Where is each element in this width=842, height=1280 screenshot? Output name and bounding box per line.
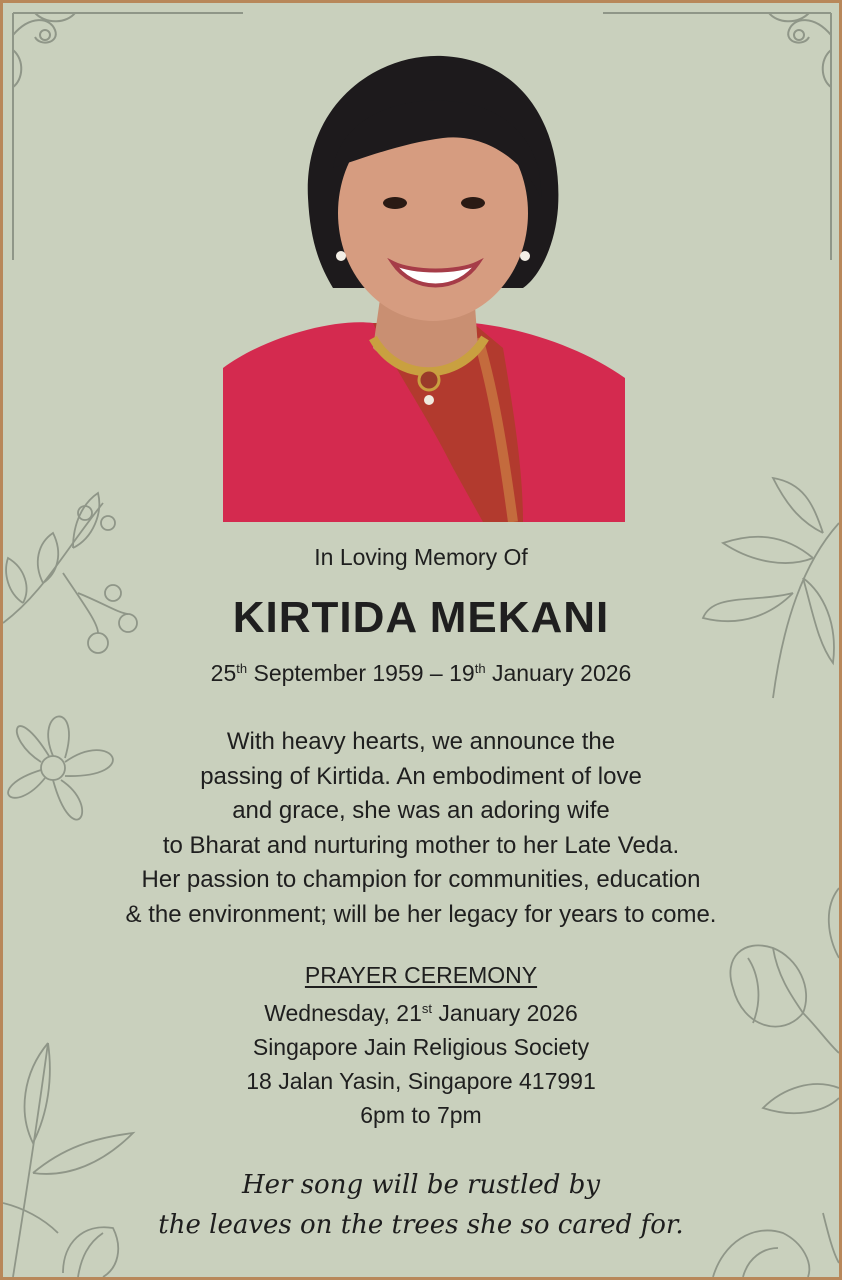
corner-ornament-top-right	[603, 5, 839, 265]
death-rest: January 2026	[485, 660, 632, 686]
birth-day: 25	[210, 660, 237, 686]
message-line: and grace, she was an adoring wife	[232, 797, 610, 824]
message-line: & the environment; will be her legacy for years to come.	[125, 900, 717, 928]
birth-rest: September 1959 –	[247, 660, 450, 686]
ceremony-date-rest: January 2026	[432, 1000, 578, 1026]
deceased-name: KIRTIDA MEKANI	[232, 593, 610, 642]
corner-ornament-top-left	[5, 5, 245, 265]
in-loving-memory-heading: In Loving Memory Of	[314, 544, 528, 570]
message-line: Her passion to champion for communities, education	[141, 866, 701, 893]
quote-line: Her song will be rustled by	[241, 1170, 601, 1200]
quote-line: the leaves on the trees she so cared for.	[158, 1210, 684, 1240]
closing-quote	[3, 1165, 839, 1245]
announcement-message	[3, 725, 839, 932]
death-day: 19	[449, 660, 475, 686]
ceremony-date-prefix: Wednesday, 21	[264, 1000, 422, 1026]
message-line: passing of Kirtida. An embodiment of love	[200, 762, 642, 790]
ceremony-address: 18 Jalan Yasin, Singapore 417991	[246, 1068, 596, 1094]
death-day-suffix: th	[474, 661, 486, 676]
ceremony-venue: Singapore Jain Religious Society	[252, 1034, 590, 1060]
message-line: to Bharat and nurturing mother to her Late Veda.	[162, 831, 680, 859]
message-line: With heavy hearts, we announce the	[226, 728, 616, 755]
prayer-ceremony-section	[3, 958, 839, 1132]
portrait-photo	[223, 48, 625, 522]
life-dates	[3, 660, 839, 687]
ceremony-date	[3, 992, 839, 1030]
ceremony-heading: PRAYER CEREMONY	[304, 962, 538, 988]
birth-day-suffix: th	[236, 661, 248, 676]
ceremony-time: 6pm to 7pm	[360, 1102, 482, 1128]
ceremony-date-suffix: st	[421, 1001, 433, 1016]
